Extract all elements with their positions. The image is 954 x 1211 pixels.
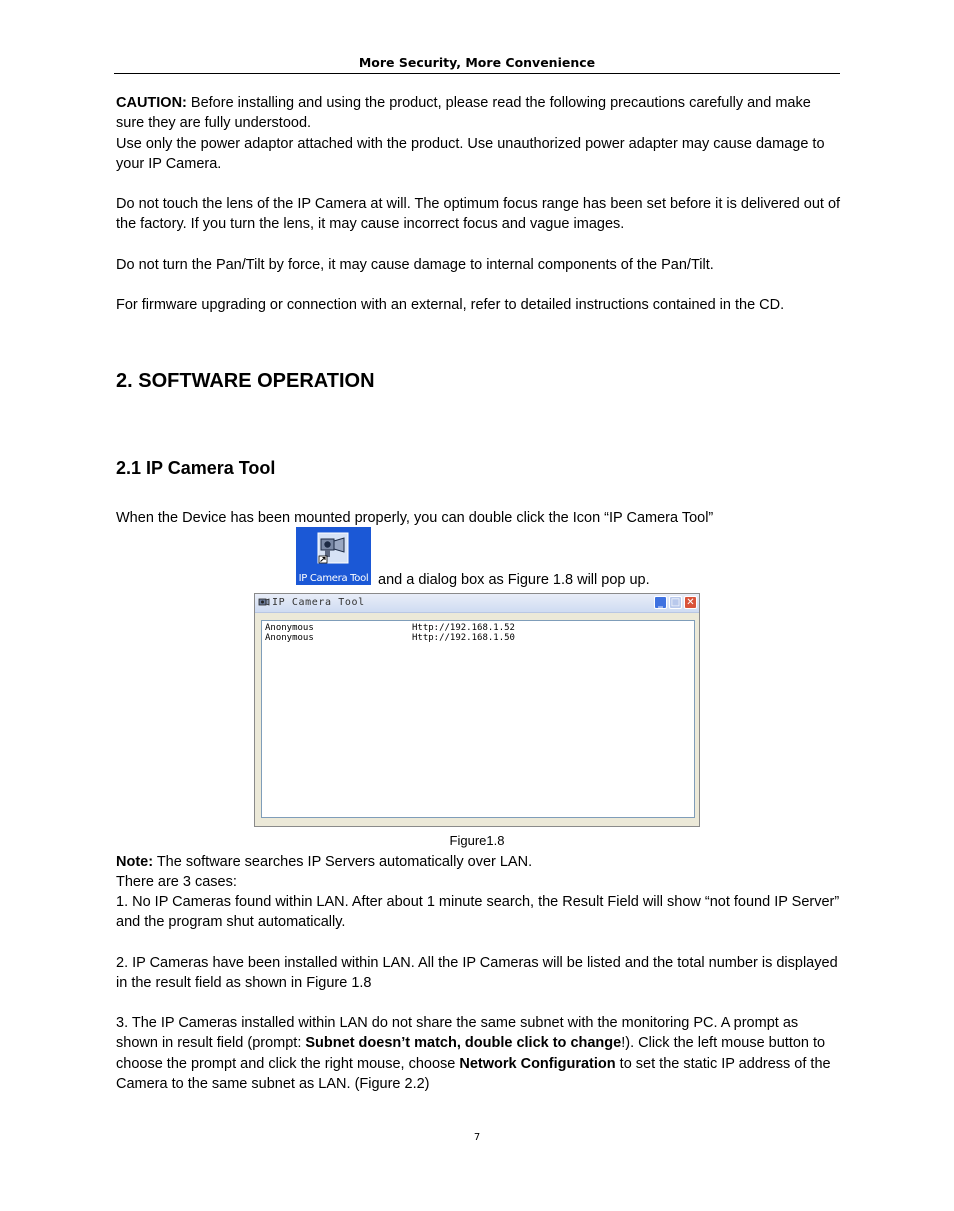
note-label: Note:: [116, 854, 154, 870]
header-divider: [114, 73, 840, 74]
subsection-title: 2.1 IP Camera Tool: [116, 458, 276, 478]
case-2-paragraph: 2. IP Cameras have been installed within LAN. All the IP Cameras will be listed and the total number is displayed in the result field as shown in Figure 1.8: [116, 955, 838, 992]
page-number: 7: [473, 1132, 481, 1143]
camera-name: Anonymous: [265, 633, 314, 643]
pantilt-paragraph: Do not turn the Pan/Tilt by force, it may cause damage to internal components of the Pan/Tilt.: [116, 257, 714, 273]
case-3-text-1: 3. The IP Cameras installed within LAN do not share the same subnet with the monitoring PC. A prompt as shown in result field (prompt:: [116, 1015, 799, 1052]
window-title: IP Camera Tool: [272, 597, 365, 608]
maximize-button[interactable]: □: [670, 597, 681, 608]
window-titlebar[interactable]: [255, 594, 699, 613]
case-3-paragraph: [116, 1013, 842, 1094]
power-adaptor-text: Use only the power adaptor attached with the product. Use unauthorized power adapter may cause damage to your IP Camera.: [116, 135, 825, 172]
lens-paragraph: Do not touch the lens of the IP Camera at will. The optimum focus range has been set before it is delivered out of the factory. If you turn the lens, it may cause incorrect focus and vague images.: [116, 196, 841, 233]
subnet-prompt: Subnet doesn’t match, double click to change: [305, 1035, 622, 1052]
caution-text: Before installing and using the product, please read the following precautions carefully and make sure they are fully understood.: [116, 95, 811, 132]
ip-camera-tool-window: [254, 593, 700, 827]
figure-caption: Figure1.8: [449, 833, 505, 848]
camera-name: Anonymous: [265, 623, 314, 633]
cases-intro: There are 3 cases:: [116, 874, 237, 891]
caution-paragraph: [116, 93, 842, 174]
note-paragraph: [116, 852, 842, 893]
section-title: 2. SOFTWARE OPERATION: [116, 370, 375, 392]
close-button[interactable]: ✕: [684, 596, 697, 609]
shortcut-label: IP Camera Tool: [298, 573, 369, 584]
firmware-paragraph: For firmware upgrading or connection with an external, refer to detailed instructions contained in the CD.: [116, 297, 785, 313]
case-1-paragraph: 1. No IP Cameras found within LAN. After about 1 minute search, the Result Field will show “not found IP Server” and the program shut automatically.: [116, 894, 840, 931]
camera-address: Http://192.168.1.50: [412, 633, 515, 643]
note-text: The software searches IP Servers automatically over LAN.: [153, 854, 533, 870]
case-3-text-3: to set the static IP address of the Camera to the same subnet as LAN. (Figure 2.2): [116, 1055, 831, 1092]
camera-address: Http://192.168.1.52: [412, 623, 515, 633]
camera-list[interactable]: [261, 620, 695, 818]
minimize-button[interactable]: _: [654, 596, 667, 609]
caution-label: CAUTION:: [116, 95, 187, 111]
case-3-text-2: !). Click the left mouse button to choose the prompt and click the right mouse, choose: [116, 1035, 826, 1072]
camera-shortcut-icon: [316, 531, 350, 565]
ip-camera-tool-shortcut[interactable]: [296, 527, 371, 585]
popup-description: and a dialog box as Figure 1.8 will pop up.: [378, 572, 650, 588]
network-configuration-label: Network Configuration: [459, 1055, 616, 1072]
app-icon: [258, 596, 270, 608]
header-title: More Security, More Convenience: [358, 55, 596, 70]
intro-paragraph: When the Device has been mounted properly, you can double click the Icon “IP Camera Tool”: [116, 510, 714, 526]
